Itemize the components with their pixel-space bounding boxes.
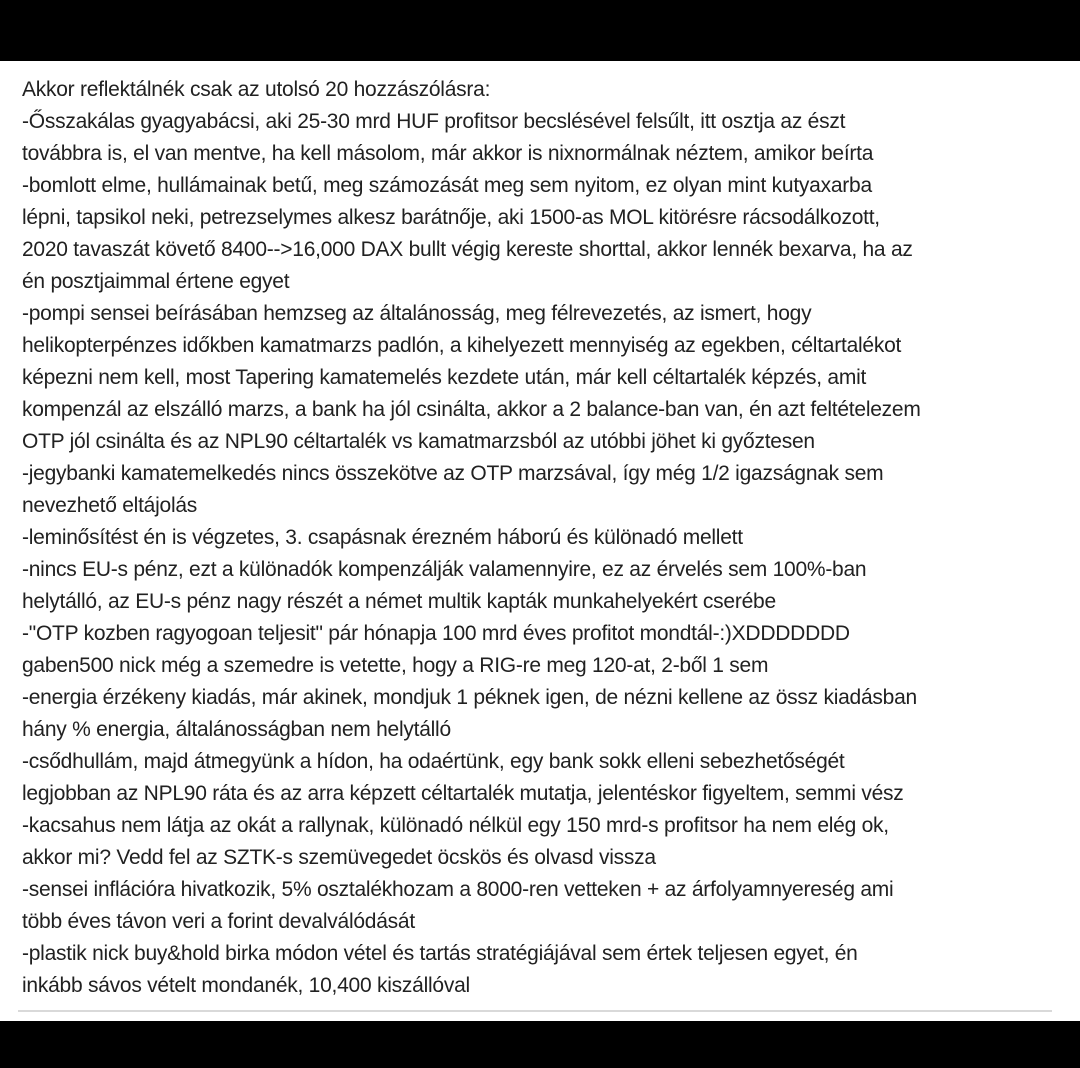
text-line: Akkor reflektálnék csak az utolsó 20 hozzászólásra: <box>22 78 491 101</box>
text-line: én posztjaimmal értene egyet <box>22 270 290 293</box>
text-line: nevezhető eltájolás <box>22 494 198 517</box>
text-line: -bomlott elme, hullámainak betű, meg számozását meg sem nyitom, ez olyan mint kutyaxarba <box>22 174 872 197</box>
bottom-letterbox-bar <box>0 1021 1080 1068</box>
text-line: OTP jól csinálta és az NPL90 céltartalék vs kamatmarzsból az utóbbi jöhet ki győztesen <box>22 430 815 453</box>
post-text <box>0 61 1080 1002</box>
text-line: -"OTP kozben ragyogoan teljesit" pár hónapja 100 mrd éves profitot mondtál-:)XDDDDDDD <box>22 622 850 645</box>
bottom-divider <box>18 1010 1052 1012</box>
text-line: több éves távon veri a forint devalválódását <box>22 910 415 933</box>
text-line: -leminősítést én is végzetes, 3. csapásnak érezném háború és különadó mellett <box>22 526 743 549</box>
text-line: -nincs EU-s pénz, ezt a különadók kompenzálják valamennyire, ez az érvelés sem 100%-ban <box>22 558 867 581</box>
top-letterbox-bar <box>0 0 1080 61</box>
text-line: továbbra is, el van mentve, ha kell másolom, már akkor is nixnormálnak néztem, amikor beírta <box>22 142 874 165</box>
text-line: 2020 tavaszát követő 8400-->16,000 DAX bullt végig kereste shorttal, akkor lennék bexarva, ha az <box>22 238 913 261</box>
text-line: akkor mi? Vedd fel az SZTK-s szemüvegedet öcskös és olvasd vissza <box>22 846 656 869</box>
text-line: -plastik nick buy&hold birka módon vétel és tartás stratégiájával sem értek teljesen egyet, én <box>22 942 858 965</box>
text-line: -csődhullám, majd átmegyünk a hídon, ha odaértünk, egy bank sokk elleni sebezhetőségét <box>22 750 845 773</box>
text-line: -jegybanki kamatemelkedés nincs összekötve az OTP marzsával, így még 1/2 igazságnak sem <box>22 462 884 485</box>
text-line: -pompi sensei beírásában hemzseg az általánosság, meg félrevezetés, az ismert, hogy <box>22 302 812 325</box>
text-line: -Ősszakálas gyagyabácsi, aki 25-30 mrd HUF profitsor becslésével felsűlt, itt osztja az észt <box>22 110 846 133</box>
text-line: inkább sávos vételt mondanék, 10,400 kiszállóval <box>22 974 470 997</box>
text-line: képezni nem kell, most Tapering kamatemelés kezdete után, már kell céltartalék képzés, amit <box>22 366 867 389</box>
text-line: -kacsahus nem látja az okát a rallynak, különadó nélkül egy 150 mrd-s profitsor ha nem elég ok, <box>22 814 889 837</box>
text-line: helytálló, az EU-s pénz nagy részét a német multik kapták munkahelyekért cserébe <box>22 590 776 613</box>
post-content-area <box>0 61 1080 1021</box>
text-line: gaben500 nick még a szemedre is vetette, hogy a RIG-re meg 120-at, 2-ből 1 sem <box>22 654 769 677</box>
text-line: lépni, tapsikol neki, petrezselymes alkesz barátnője, aki 1500-as MOL kitörésre rácsodálkozott, <box>22 206 880 229</box>
text-line: legjobban az NPL90 ráta és az arra képzett céltartalék mutatja, jelentéskor figyeltem, semmi vész <box>22 782 904 805</box>
text-line: -energia érzékeny kiadás, már akinek, mondjuk 1 péknek igen, de nézni kellene az össz kiadásban <box>22 686 917 709</box>
text-line: -sensei inflációra hivatkozik, 5% osztalékhozam a 8000-ren vetteken + az árfolyamnyereség ami <box>22 878 894 901</box>
text-line: kompenzál az elszálló marzs, a bank ha jól csinálta, akkor a 2 balance-ban van, én azt feltételezem <box>22 398 921 421</box>
text-line: hány % energia, általánosságban nem helytálló <box>22 718 451 741</box>
text-line: helikopterpénzes időkben kamatmarzs padlón, a kihelyezett mennyiség az egekben, céltartalékot <box>22 334 902 357</box>
